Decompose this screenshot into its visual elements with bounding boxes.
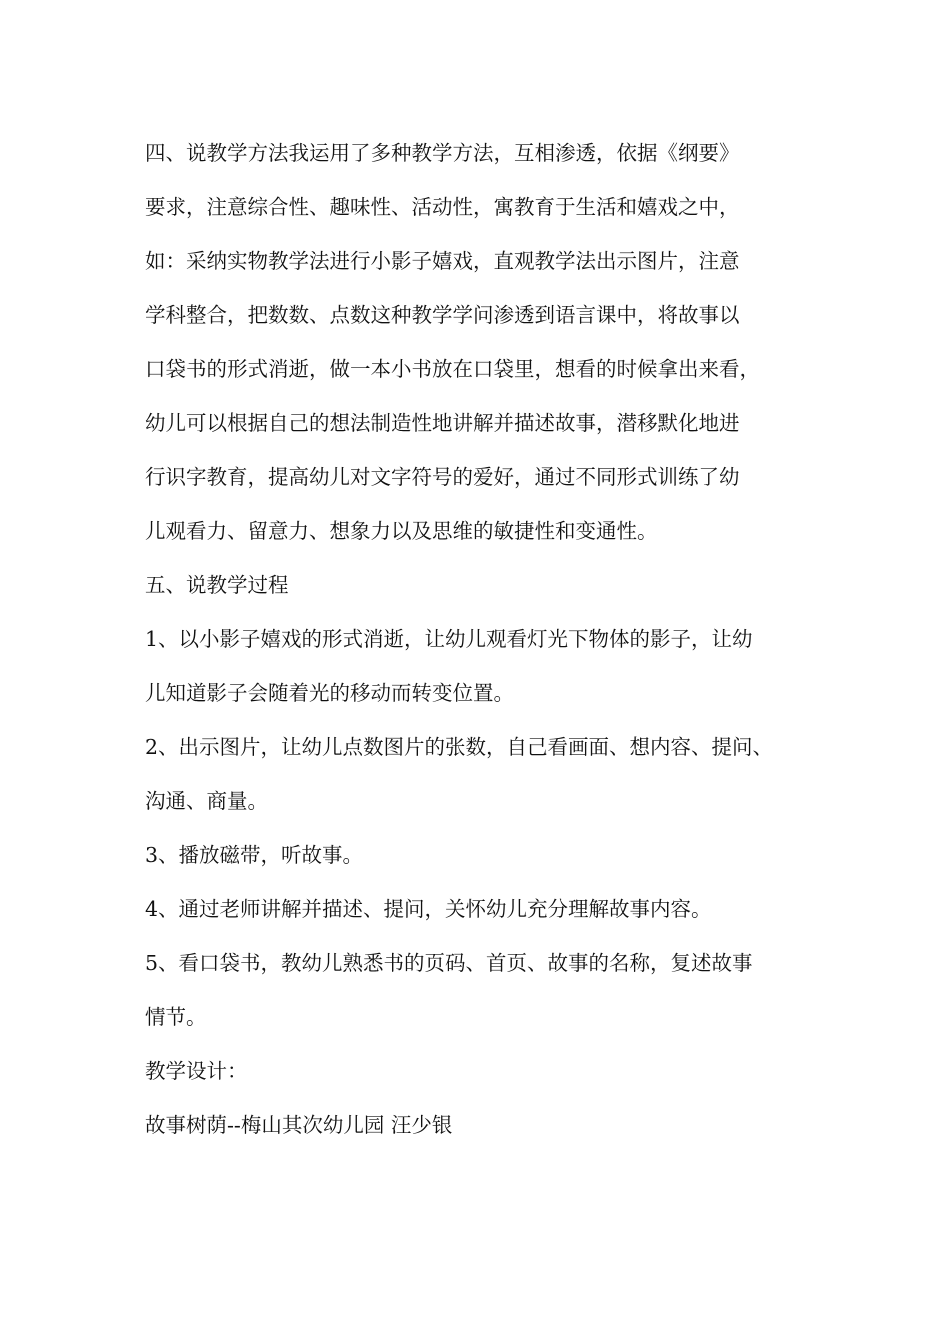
text-line: 要求，注意综合性、趣味性、活动性，寓教育于生活和嬉戏之中，	[145, 195, 740, 219]
text-line: 沟通、商量。	[145, 789, 268, 813]
text-line: 行识字教育，提高幼儿对文字符号的爱好，通过不同形式训练了幼	[145, 465, 740, 489]
text-line: 如：采纳实物教学法进行小影子嬉戏，直观教学法出示图片，注意	[145, 249, 740, 273]
section-heading: 教学设计：	[145, 1059, 248, 1083]
text-line: 儿知道影子会随着光的移动而转变位置。	[145, 681, 514, 705]
text-line: 1、以小影子嬉戏的形式消逝，让幼儿观看灯光下物体的影子，让幼	[145, 627, 753, 651]
text-line: 幼儿可以根据自己的想法制造性地讲解并描述故事，潜移默化地进	[145, 411, 740, 435]
text-line: 故事树荫--梅山其次幼儿园 汪少银	[145, 1113, 453, 1137]
text-line: 4、通过老师讲解并描述、提问，关怀幼儿充分理解故事内容。	[145, 897, 712, 921]
text-line: 口袋书的形式消逝，做一本小书放在口袋里，想看的时候拿出来看，	[145, 357, 760, 381]
section-heading: 五、说教学过程	[145, 573, 289, 597]
text-line: 5、看口袋书，教幼儿熟悉书的页码、首页、故事的名称，复述故事	[145, 951, 753, 975]
text-line: 儿观看力、留意力、想象力以及思维的敏捷性和变通性。	[145, 519, 658, 543]
text-line: 3、播放磁带，听故事。	[145, 843, 364, 867]
text-line: 四、说教学方法我运用了多种教学方法，互相渗透，依据《纲要》	[145, 141, 740, 165]
text-line: 情节。	[145, 1005, 207, 1029]
document-body	[145, 126, 845, 1152]
text-line: 2、出示图片，让幼儿点数图片的张数，自己看画面、想内容、提问、	[145, 735, 774, 759]
text-line: 学科整合，把数数、点数这种教学学问渗透到语言课中，将故事以	[145, 303, 740, 327]
